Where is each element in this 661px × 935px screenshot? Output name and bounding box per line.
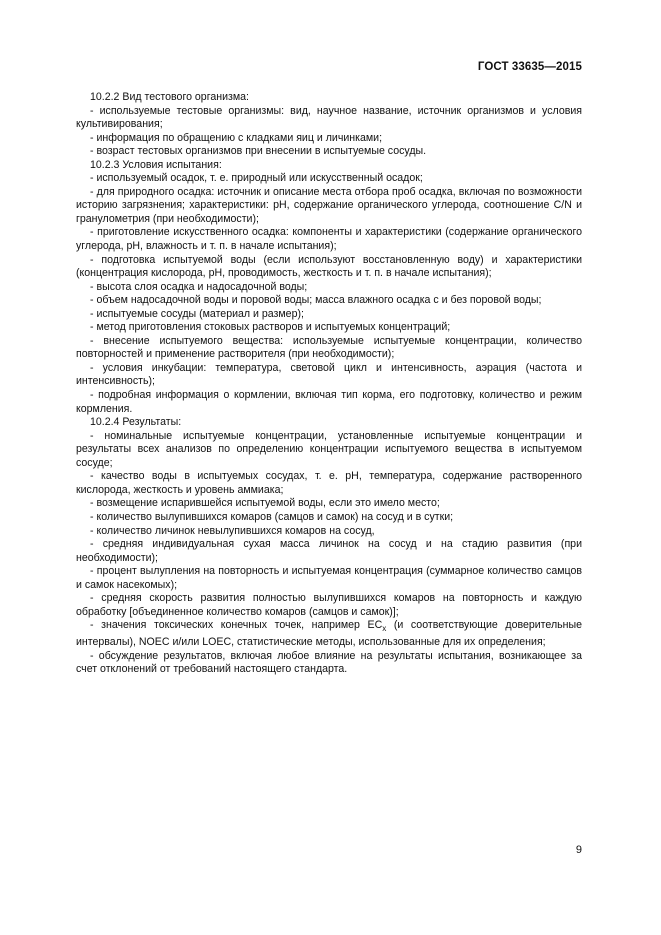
list-item: - количество вылупившихся комаров (самцов и самок) на сосуд и в сутки;: [90, 510, 454, 523]
list-item: - процент вылупления на повторность и испытуемая концентрация (суммарное количество самцов и самок насекомых);: [76, 565, 582, 591]
list-item: - значения токсических конечных точек, например $EC_x$ (и соответствующие доверительные интервалы), NOEC и/или LOEC, статистические методы, использованные для их определения;: [76, 619, 582, 648]
list-item: - объем надосадочной воды и поровой воды; масса влажного осадка с и без поровой воды;: [90, 294, 542, 307]
list-item: - используемый осадок, т. е. природный или искусственный осадок;: [90, 172, 423, 185]
list-item: - используемые тестовые организмы: вид, научное название, источник организмов и условия культивирования;: [76, 104, 582, 131]
list-item: - подготовка испытуемой воды (если используют восстановленную воду) и характеристики (концентрация кислорода, pH, проводимость, жесткость и т. п. в начале испытания);: [76, 253, 582, 280]
list-item: - средняя скорость развития полностью вылупившихся комаров на повторность и каждую обработку [объединенное количество комаров (самцов и самок)];: [76, 592, 582, 618]
list-item: - испытуемые сосуды (материал и размер);: [90, 307, 304, 320]
list-item: - номинальные испытуемые концентрации, установленные испытуемые концентрации и результаты всех анализов по определению концентрации испытуемого вещества в испытуемом сосуде;: [76, 429, 582, 469]
list-item: - обсуждение результатов, включая любое влияние на результаты испытания, возникающее за счет отклонений от требований настоящего стандарта.: [76, 649, 582, 676]
list-item: - метод приготовления стоковых растворов и испытуемых концентраций;: [90, 321, 451, 334]
section-heading: 10.2.2 Вид тестового организма:: [90, 91, 249, 103]
list-item: - информация по обращению с кладками яиц и личинками;: [90, 131, 383, 144]
list-item: - для природного осадка: источник и описание места отбора проб осадка, включая по возможности историю загрязнения; характеристики: pH, содержание органического углерода, соотношение C/N и гранулометрия (при необходимости);: [76, 185, 582, 225]
list-item: - возраст тестовых организмов при внесении в испытуемые сосуды.: [90, 145, 427, 158]
list-item: - подробная информация о кормлении, включая тип корма, его подготовку, количество и режим кормления.: [76, 389, 582, 415]
section-heading: 10.2.4 Результаты:: [90, 416, 182, 429]
document-body: [76, 91, 582, 677]
list-item: - внесение испытуемого вещества: используемые испытуемые концентрации, количество повторностей и применение растворителя (при необходимости);: [76, 334, 582, 361]
section-heading: 10.2.3 Условия испытания:: [90, 158, 222, 171]
list-item: - возмещение испарившейся испытуемой воды, если это имело место;: [90, 497, 440, 510]
page-number: 9: [575, 844, 582, 856]
standard-header: ГОСТ 33635—2015: [477, 61, 582, 73]
list-item: - высота слоя осадка и надосадочной воды;: [90, 280, 308, 293]
list-item: - количество личинок невылупившихся комаров на сосуд,: [90, 524, 375, 537]
list-item: - средняя индивидуальная сухая масса личинок на сосуд и на стадию развития (при необходимости);: [76, 538, 582, 564]
list-item: - условия инкубации: температура, световой цикл и интенсивность, аэрация (частота и интенсивность);: [76, 361, 582, 388]
list-item: - приготовление искусственного осадка: компоненты и характеристики (содержание органического углерода, pH, влажность и т. п. в начале испытания);: [76, 226, 582, 253]
list-item: - качество воды в испытуемых сосудах, т. е. pH, температура, содержание растворенного кислорода, жесткость и уровень аммиака;: [76, 470, 582, 496]
